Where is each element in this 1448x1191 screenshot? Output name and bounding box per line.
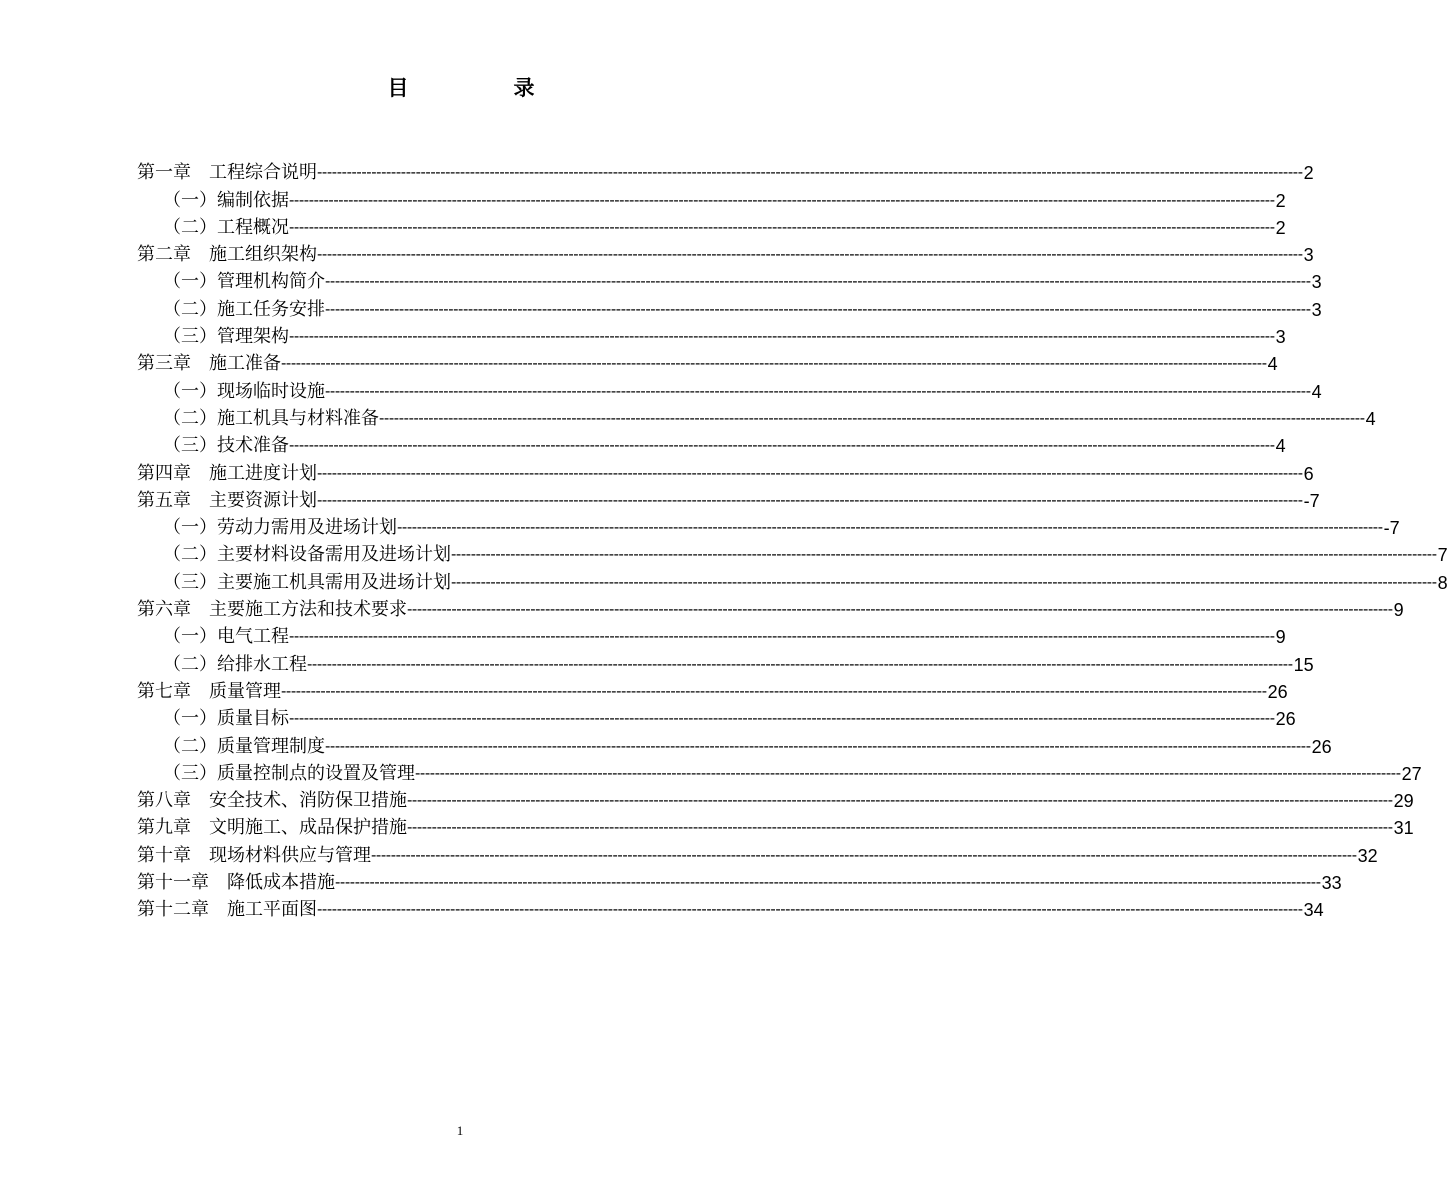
toc-entry-label: （一）劳动力需用及进场计划	[163, 517, 397, 539]
toc-subentry[interactable]	[137, 431, 1286, 458]
toc-entry-label: （一）电气工程	[163, 626, 289, 648]
toc-entry-page: 26	[1267, 681, 1288, 702]
toc-entry-page: 4	[1267, 354, 1278, 375]
toc-dot-leader: --------------------------------------------------------------------------------------------------------------------------------------------------------------------------------------------------------	[317, 491, 1303, 509]
toc-entry-label: 第七章 质量管理	[137, 680, 281, 702]
toc-entry-label: （三）质量控制点的设置及管理	[163, 762, 415, 784]
toc-chapter-entry[interactable]	[137, 786, 1414, 813]
toc-chapter-entry[interactable]	[137, 868, 1342, 895]
toc-entry-page: 4	[1311, 381, 1322, 402]
toc-entry-page: 29	[1393, 791, 1414, 812]
toc-entry-label: （二）主要材料设备需用及进场计划	[163, 544, 451, 566]
toc-entry-label: 第九章 文明施工、成品保护措施	[137, 817, 407, 839]
toc-entry-page: 4	[1365, 408, 1376, 429]
toc-subentry[interactable]	[137, 376, 1322, 403]
toc-entry-page: 9	[1393, 600, 1404, 621]
toc-entry-label: （三）主要施工机具需用及进场计划	[163, 571, 451, 593]
toc-subentry[interactable]	[137, 213, 1286, 240]
toc-chapter-entry[interactable]	[137, 158, 1314, 185]
toc-entry-label: （二）给排水工程	[163, 653, 307, 675]
toc-entry-label: 第十章 现场材料供应与管理	[137, 844, 371, 866]
toc-entry-page: 34	[1303, 900, 1324, 921]
toc-entry-page: 33	[1321, 873, 1342, 894]
toc-entry-label: 第一章 工程综合说明	[137, 162, 317, 184]
toc-entry-page: 2	[1275, 217, 1286, 238]
toc-subentry[interactable]	[137, 731, 1332, 758]
toc-dot-leader: --------------------------------------------------------------------------------------------------------------------------------------------------------------------------------------------------------	[407, 819, 1393, 837]
page-title: 目 录	[387, 76, 577, 100]
toc-entry-label: 第四章 施工进度计划	[137, 462, 317, 484]
toc-chapter-entry[interactable]	[137, 486, 1320, 513]
toc-subentry[interactable]	[137, 185, 1286, 212]
toc-entry-page: 8	[1437, 572, 1448, 593]
toc-entry-page: -7	[1303, 490, 1320, 511]
toc-subentry[interactable]	[137, 404, 1376, 431]
toc-entry-page: 6	[1303, 463, 1314, 484]
toc-chapter-entry[interactable]	[137, 349, 1278, 376]
toc-entry-label: （二）施工任务安排	[163, 298, 325, 320]
toc-subentry[interactable]	[137, 267, 1322, 294]
toc-entry-label: （一）管理机构简介	[163, 271, 325, 293]
toc-entry-page: 15	[1293, 654, 1314, 675]
toc-entry-page: 3	[1311, 299, 1322, 320]
toc-chapter-entry[interactable]	[137, 458, 1314, 485]
toc-entry-page: 2	[1275, 190, 1286, 211]
toc-dot-leader: --------------------------------------------------------------------------------------------------------------------------------------------------------------------------------------------------------	[397, 519, 1383, 537]
table-of-contents	[137, 158, 1448, 922]
toc-dot-leader: --------------------------------------------------------------------------------------------------------------------------------------------------------------------------------------------------------	[289, 328, 1275, 346]
toc-dot-leader: --------------------------------------------------------------------------------------------------------------------------------------------------------------------------------------------------------	[289, 710, 1275, 728]
toc-entry-page: -7	[1383, 518, 1400, 539]
toc-entry-page: 3	[1303, 245, 1314, 266]
toc-dot-leader: --------------------------------------------------------------------------------------------------------------------------------------------------------------------------------------------------------	[289, 191, 1275, 209]
toc-entry-label: （二）施工机具与材料准备	[163, 407, 379, 429]
toc-entry-page: 2	[1303, 163, 1314, 184]
toc-chapter-entry[interactable]	[137, 240, 1314, 267]
toc-dot-leader: --------------------------------------------------------------------------------------------------------------------------------------------------------------------------------------------------------	[325, 273, 1311, 291]
toc-dot-leader: --------------------------------------------------------------------------------------------------------------------------------------------------------------------------------------------------------	[317, 464, 1303, 482]
toc-entry-label: （二）工程概况	[163, 216, 289, 238]
toc-dot-leader: --------------------------------------------------------------------------------------------------------------------------------------------------------------------------------------------------------	[317, 901, 1303, 919]
toc-entry-page: 26	[1275, 709, 1296, 730]
toc-subentry[interactable]	[137, 704, 1296, 731]
toc-dot-leader: --------------------------------------------------------------------------------------------------------------------------------------------------------------------------------------------------------	[289, 628, 1275, 646]
toc-entry-label: （一）质量目标	[163, 708, 289, 730]
toc-dot-leader: --------------------------------------------------------------------------------------------------------------------------------------------------------------------------------------------------------	[335, 874, 1321, 892]
toc-entry-label: 第二章 施工组织架构	[137, 244, 317, 266]
toc-entry-label: 第十二章 施工平面图	[137, 899, 317, 921]
toc-entry-page: 3	[1311, 272, 1322, 293]
toc-chapter-entry[interactable]	[137, 595, 1404, 622]
page-number: 1	[456, 1123, 464, 1138]
toc-chapter-entry[interactable]	[137, 840, 1378, 867]
toc-dot-leader: --------------------------------------------------------------------------------------------------------------------------------------------------------------------------------------------------------	[289, 437, 1275, 455]
toc-dot-leader: --------------------------------------------------------------------------------------------------------------------------------------------------------------------------------------------------------	[307, 655, 1293, 673]
toc-entry-page: 7	[1437, 545, 1448, 566]
toc-entry-label: 第三章 施工准备	[137, 353, 281, 375]
toc-entry-label: （一）现场临时设施	[163, 380, 325, 402]
toc-dot-leader: --------------------------------------------------------------------------------------------------------------------------------------------------------------------------------------------------------	[325, 737, 1311, 755]
toc-dot-leader: --------------------------------------------------------------------------------------------------------------------------------------------------------------------------------------------------------	[325, 382, 1311, 400]
toc-subentry[interactable]	[137, 294, 1322, 321]
toc-entry-label: 第八章 安全技术、消防保卫措施	[137, 790, 407, 812]
toc-subentry[interactable]	[137, 622, 1286, 649]
toc-subentry[interactable]	[137, 649, 1314, 676]
toc-subentry[interactable]	[137, 759, 1422, 786]
toc-dot-leader: --------------------------------------------------------------------------------------------------------------------------------------------------------------------------------------------------------	[281, 682, 1267, 700]
toc-dot-leader: --------------------------------------------------------------------------------------------------------------------------------------------------------------------------------------------------------	[451, 546, 1437, 564]
toc-entry-page: 27	[1401, 763, 1422, 784]
toc-entry-label: （三）技术准备	[163, 435, 289, 457]
toc-chapter-entry[interactable]	[137, 895, 1324, 922]
toc-entry-label: （三）管理架构	[163, 326, 289, 348]
toc-dot-leader: --------------------------------------------------------------------------------------------------------------------------------------------------------------------------------------------------------	[281, 355, 1267, 373]
toc-dot-leader: --------------------------------------------------------------------------------------------------------------------------------------------------------------------------------------------------------	[407, 601, 1393, 619]
toc-entry-page: 32	[1357, 845, 1378, 866]
toc-dot-leader: --------------------------------------------------------------------------------------------------------------------------------------------------------------------------------------------------------	[379, 409, 1365, 427]
toc-dot-leader: --------------------------------------------------------------------------------------------------------------------------------------------------------------------------------------------------------	[451, 573, 1437, 591]
toc-subentry[interactable]	[137, 567, 1448, 594]
toc-entry-label: （二）质量管理制度	[163, 735, 325, 757]
toc-entry-label: 第十一章 降低成本措施	[137, 872, 335, 894]
toc-chapter-entry[interactable]	[137, 677, 1288, 704]
toc-dot-leader: --------------------------------------------------------------------------------------------------------------------------------------------------------------------------------------------------------	[407, 792, 1393, 810]
toc-subentry[interactable]	[137, 540, 1448, 567]
toc-entry-label: 第六章 主要施工方法和技术要求	[137, 599, 407, 621]
toc-dot-leader: --------------------------------------------------------------------------------------------------------------------------------------------------------------------------------------------------------	[317, 246, 1303, 264]
toc-dot-leader: --------------------------------------------------------------------------------------------------------------------------------------------------------------------------------------------------------	[317, 164, 1303, 182]
toc-entry-page: 9	[1275, 627, 1286, 648]
toc-dot-leader: --------------------------------------------------------------------------------------------------------------------------------------------------------------------------------------------------------	[371, 846, 1357, 864]
toc-entry-label: （一）编制依据	[163, 189, 289, 211]
toc-chapter-entry[interactable]	[137, 813, 1414, 840]
toc-entry-page: 4	[1275, 436, 1286, 457]
toc-dot-leader: --------------------------------------------------------------------------------------------------------------------------------------------------------------------------------------------------------	[289, 218, 1275, 236]
toc-dot-leader: --------------------------------------------------------------------------------------------------------------------------------------------------------------------------------------------------------	[325, 300, 1311, 318]
toc-dot-leader: --------------------------------------------------------------------------------------------------------------------------------------------------------------------------------------------------------	[415, 764, 1401, 782]
toc-entry-label: 第五章 主要资源计划	[137, 489, 317, 511]
toc-entry-page: 26	[1311, 736, 1332, 757]
toc-subentry[interactable]	[137, 322, 1286, 349]
toc-subentry[interactable]	[137, 513, 1400, 540]
toc-entry-page: 31	[1393, 818, 1414, 839]
toc-entry-page: 3	[1275, 327, 1286, 348]
